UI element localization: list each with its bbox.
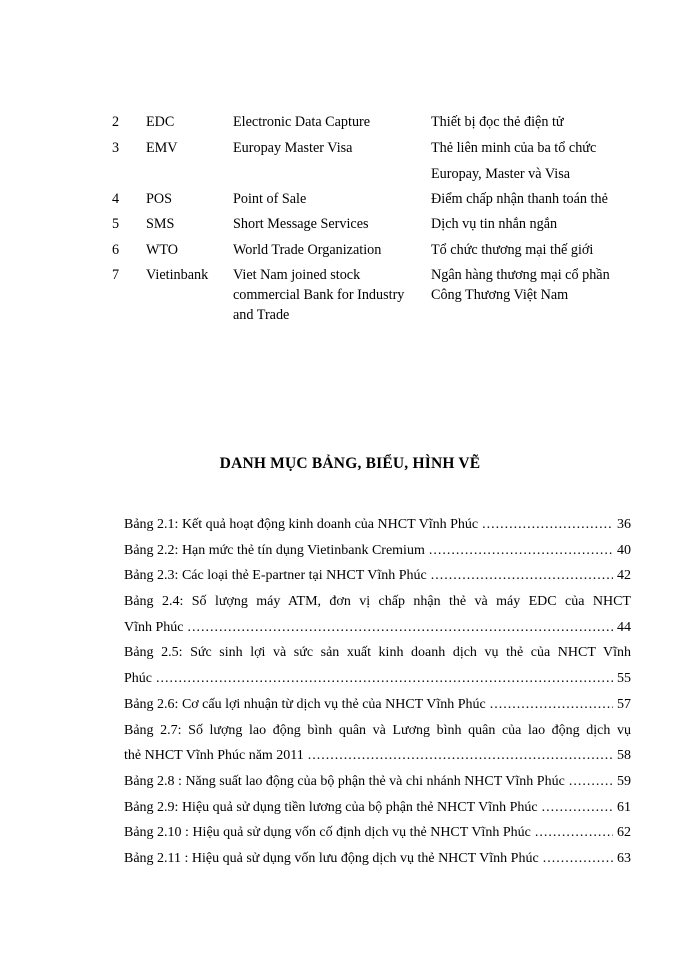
vietnamese-meaning: Thẻ liên minh của ba tổ chức Europay, Master và Visa (431, 140, 597, 182)
toc-entry-first-line[interactable]: Bảng 2.4: Số lượng máy ATM, đơn vị chấp nhận thẻ và máy EDC của NHCT (124, 594, 631, 610)
toc-entry[interactable] (124, 615, 631, 641)
toc-entry-first-line[interactable]: Bảng 2.7: Số lượng lao động bình quân và Lương bình quân của lao động dịch vụ (124, 722, 631, 738)
toc-entry[interactable] (124, 846, 631, 872)
vietnamese-meaning: Tổ chức thương mại thế giới (431, 242, 594, 258)
english-meaning: Electronic Data Capture (233, 114, 371, 130)
list-of-tables-title: DANH MỤC BẢNG, BIỂU, HÌNH VẼ (219, 455, 481, 472)
abbreviation-code: EDC (146, 114, 175, 130)
row-number: 3 (112, 140, 120, 156)
row-number: 5 (112, 216, 120, 232)
toc-entry-title: Bảng 2.6: Cơ cấu lợi nhuận từ dịch vụ thẻ của NHCT Vĩnh Phúc (124, 696, 486, 712)
abbreviation-code: WTO (146, 242, 179, 258)
toc-entry[interactable] (124, 538, 631, 564)
toc-entry[interactable] (124, 795, 631, 821)
toc-entry-title: Bảng 2.3: Các loại thẻ E-partner tại NHCT Vĩnh Phúc (124, 568, 427, 584)
toc-entry[interactable] (124, 563, 631, 589)
english-meaning: Point of Sale (233, 191, 307, 207)
english-meaning: World Trade Organization (233, 242, 382, 258)
abbreviation-code: EMV (146, 140, 178, 156)
toc-page-number: 57 (617, 696, 631, 712)
toc-page-number: 36 (617, 517, 631, 532)
toc-entry-title: Vĩnh Phúc (124, 619, 184, 635)
english-meaning: Short Message Services (233, 216, 369, 232)
toc-page-number: 61 (617, 799, 631, 815)
english-meaning: Europay Master Visa (233, 140, 353, 156)
toc-page-number: 63 (617, 850, 631, 866)
abbreviation-code: Vietinbank (146, 267, 209, 283)
row-number: 2 (112, 114, 120, 130)
vietnamese-meaning: Ngân hàng thương mại cổ phần Công Thương Việt Nam (431, 267, 610, 303)
toc-entry[interactable] (124, 512, 631, 538)
row-number: 4 (112, 191, 120, 207)
toc-entry-title: Bảng 2.11 : Hiệu quả sử dụng vốn lưu động dịch vụ thẻ NHCT Vĩnh Phúc (124, 850, 539, 866)
toc-entry-title: thẻ NHCT Vĩnh Phúc năm 2011 (124, 748, 304, 764)
vietnamese-meaning: Điểm chấp nhận thanh toán thẻ (431, 191, 608, 207)
toc-page-number: 62 (617, 825, 631, 841)
abbreviation-code: SMS (146, 216, 175, 232)
toc-entry[interactable] (124, 666, 631, 692)
toc-entry-title: Bảng 2.9: Hiệu quả sử dụng tiền lương của bộ phận thẻ NHCT Vĩnh Phúc (124, 799, 538, 815)
toc-page-number: 42 (617, 568, 631, 584)
english-meaning: Viet Nam joined stock commercial Bank for Industry and Trade (233, 267, 405, 323)
toc-entry[interactable] (124, 769, 631, 795)
toc-entry[interactable] (124, 692, 631, 718)
toc-entry[interactable] (124, 743, 631, 769)
abbreviation-code: POS (146, 191, 173, 207)
table-of-contents (124, 512, 631, 872)
toc-page-number: 59 (617, 773, 631, 789)
toc-page-number: 55 (617, 671, 631, 687)
toc-page-number: 44 (617, 619, 631, 635)
vietnamese-meaning: Thiết bị đọc thẻ điện tử (431, 114, 564, 130)
toc-entry-title: Phúc (124, 671, 152, 687)
toc-entry[interactable] (124, 820, 631, 846)
toc-page-number: 58 (617, 748, 631, 764)
toc-page-number: 40 (617, 542, 631, 558)
row-number: 7 (112, 267, 120, 283)
toc-entry-title: Bảng 2.8 : Năng suất lao động của bộ phận thẻ và chi nhánh NHCT Vĩnh Phúc (124, 773, 565, 789)
toc-entry-title: Bảng 2.1: Kết quả hoạt động kinh doanh của NHCT Vĩnh Phúc (124, 517, 479, 532)
toc-entry-first-line[interactable]: Bảng 2.5: Sức sinh lợi và sức sản xuất kinh doanh dịch vụ thẻ của NHCT Vĩnh (124, 645, 631, 661)
vietnamese-meaning: Dịch vụ tin nhắn ngắn (431, 216, 558, 232)
row-number: 6 (112, 242, 120, 258)
toc-entry-title: Bảng 2.10 : Hiệu quả sử dụng vốn cố định dịch vụ thẻ NHCT Vĩnh Phúc (124, 825, 531, 841)
toc-entry-title: Bảng 2.2: Hạn mức thẻ tín dụng Vietinbank Cremium (124, 542, 425, 558)
